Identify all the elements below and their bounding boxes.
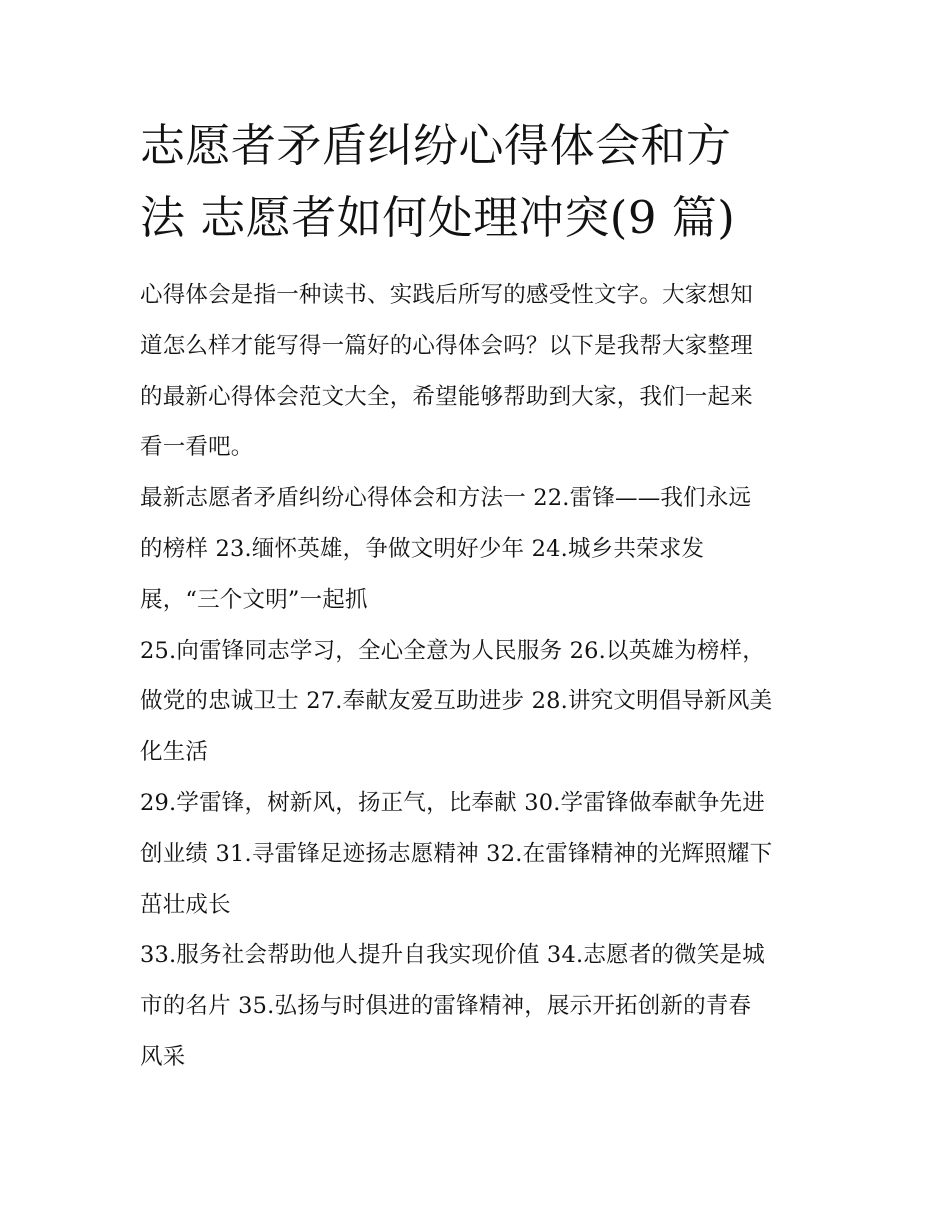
text-line: 29.学雷锋，树新风，扬正气，比奉献 30.学雷锋做奉献争先进 [140,789,765,816]
text-line: 的榜样 23.缅怀英雄，争做文明好少年 24.城乡共荣求发 [140,535,705,562]
slogans-paragraph-2 [140,626,820,778]
text-line: 25.向雷锋同志学习，全心全意为人民服务 26.以英雄为榜样， [140,637,765,664]
title-line-2: 法 志愿者如何处理冲突(9 篇) [140,191,736,244]
document-page [140,110,820,1083]
text-line: 展，“三个文明”一起抓 [140,586,368,613]
text-line: 最新志愿者矛盾纠纷心得体会和方法一 22.雷锋——我们永远 [140,485,752,512]
text-line: 心得体会是指一种读书、实践后所写的感受性文字。大家想知 [140,282,753,308]
title-line-1: 志愿者矛盾纠纷心得体会和方 [140,119,732,172]
text-line: 做党的忠诚卫士 27.奉献友爱互助进步 28.讲究文明倡导新风美 [140,688,773,715]
text-line: 的最新心得体会范文大全，希望能够帮助到大家，我们一起来 [140,383,753,410]
text-line: 市的名片 35.弘扬与时俱进的雷锋精神，展示开拓创新的青春 [140,993,752,1020]
intro-paragraph [140,270,820,473]
text-line: 道怎么样才能写得一篇好的心得体会吗？以下是我帮大家整理 [140,332,753,359]
text-line: 33.服务社会帮助他人提升自我实现价值 34.志愿者的微笑是城 [140,942,765,969]
text-line: 创业绩 31.寻雷锋足迹扬志愿精神 32.在雷锋精神的光辉照耀下 [140,840,773,867]
text-line: 看一看吧。 [140,434,254,461]
text-line: 茁壮成长 [140,891,231,918]
slogans-paragraph-4 [140,930,820,1082]
text-line: 风采 [140,1043,186,1070]
text-line: 化生活 [140,739,209,766]
document-body [140,270,820,1083]
document-title [140,110,820,254]
slogans-paragraph-3 [140,778,820,930]
slogans-paragraph-1 [140,473,820,625]
